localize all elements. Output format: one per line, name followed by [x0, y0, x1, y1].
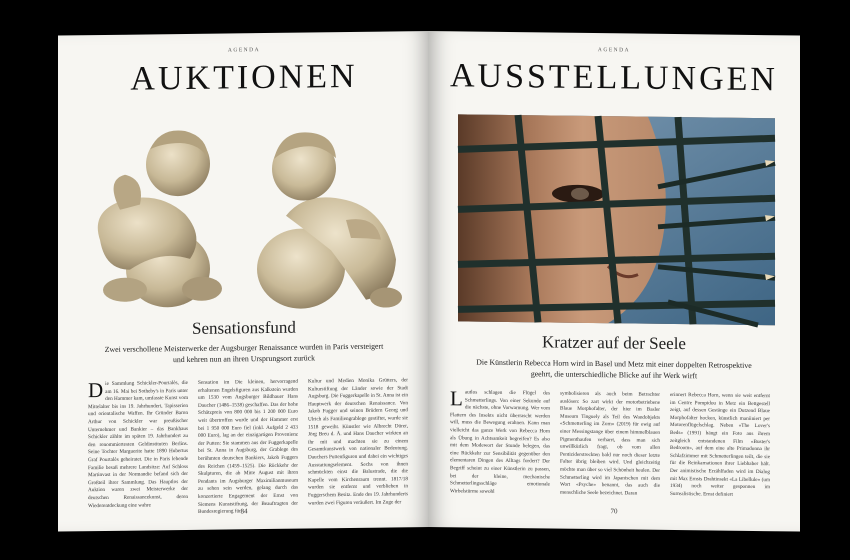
left-column-1-text: ie Sammlung Schickler-Pourtalès, die am 16. Mai bei Sotheby's in Paris unter den Hammer kam, umfasste Kunst vom Mittelalter bis ins 19. Jahrhundert, Tapisserien und orientalische Waffen. Ihr Gründer Baron Arthur von Schickler war preußischer Unternehmer und Bankier – das Bankhaus Schickler zählte im späten 19. Jahrhundert zu den renommiertesten Geldinstituten Berlins. Seine Tochter Marguerite hatte 1890 Hubertus Graf Pourtalès geheiratet. Die in Paris lebende Familie besaß mehrere Landsitze: Auf Schloss Martinvast in der Normandie befand sich der Großteil ihrer Sammlung. Das Hauptlos der Auktion waren zwei Meisterwerke der deutschen Renaissancekunst, deren Wiederentdeckung eine wahre	[88, 379, 188, 509]
cherub-sculpture-right	[246, 119, 406, 316]
cherub-sculpture-left	[90, 118, 235, 315]
right-headline: AUSSTELLUNGEN	[450, 57, 778, 99]
right-column-2: symbolisieren als auch beim Betrachter auslösen: So zart wirkt der motorbetriebene Blaue Morphofalter, der hier im Basler Museum Tinguely als Teil des Wandobjekts «Schmetterling im Zorn» (2019) für ewig auf einer Messingstange über einem himmelblauen Pigmenthaufen verharrt, dass man sich unwillkürlich fragt, ob vom allen Pentiziderstreckten bald nur noch dieser letzte Falter übrig bleiben wird. Und gleichzeitig möchte man über so viel Schönheit heulen. Der Schmetterling wird im Japanischen mit dem Wort «Psyche» benannt, das auch die menschliche Seele bezeichnet. Daran	[560, 390, 660, 497]
pencil-mask-photo-image	[458, 114, 775, 325]
right-deck: Die Künstlerin Rebecca Horn wird in Basel und Metz mit einer doppelten Retrospektive geehrt, die unterschiedliche Blicke auf ihr Werk wirft	[476, 357, 752, 381]
magazine-spread	[58, 31, 800, 527]
right-dropcap: L	[450, 386, 463, 411]
right-body-columns	[450, 386, 770, 521]
left-subhead: Sensationsfund	[192, 317, 296, 338]
right-subhead: Kratzer auf der Seele	[542, 332, 686, 354]
rebecca-horn-photo	[458, 114, 775, 325]
right-column-3: erinnert Rebecca Horn, wenn sie weit entfernt im Centre Pompidou in Metz ein Bettgestell zeigt, auf dessen Gestänge ein Dutzend Blaue Morphofalter hocken, künstlich maniiniert per Motorenflügelschlag. Neben «The Lover's Beds» (1991) hängt ein Foto aus ihrem zeitgleich entstandenen Film «Buster's Bedroom», auf dem eine alte Primadonna ihr Schlafzimmer mit Schmetterlingen teilt, die sie für die Reinkarnationen ihrer Liebhaber hält. Der animistische Erzählfaden wird im Dialog mit Max Ernsts Drahtinsekt «La Libellule» (um 1934) noch weiter gesponnen im Surrealistische. Ernst definiert	[670, 391, 770, 498]
right-kicker: AGENDA	[597, 47, 631, 54]
left-column-3: Kultur und Medien Monika Grütters, der Kulturstiftung der Länder sowie der Stadt Augsburg. Die Fuggerkapelle in St. Anna ist ein Hauptwerk der deutschen Renaissance. Von Jakob Fugger und seinen Brüdern Georg und Ulrich als Familiengrablege gestiftet, wurde sie 1518 geweiht. Künstler wie Albrecht Dürer, Jörg Breu d. Ä. und Hans Daucher wirkten an ihr mit und machten sie zu einem Gesamtkunstwerk von nationaler Bedeutung. Dauchers Puttenfiguren und dabei ein wichtiges Ausstattungselement. Sechs von ihnen schmückten einst die Balustrade, die die Kapelle vom Kirchenraum trennt. 1817/18 wurden sie entfernt und verblieben in Fuggerschem Besitz. Ende des 19. Jahrhunderts wurden zwei Figuren veräußert. Im Zuge der	[308, 377, 408, 506]
left-column-1	[88, 377, 188, 509]
left-page-number: 84	[240, 507, 248, 516]
right-column-1-text: autlos schlagen die Flügel des Schmetterlings. Von einer Sekunde auf die nächste, ohne Vorwarnung. Wer vom Flattern des Insekts nicht überrascht werden will, muss die Bewegung erahnen. Kann man vielleicht das ganze Werk von Rebecca Horn als Übung in Achtsamkeit begreifen? Es also mit dem Modewort der Stunde belegen, das eine Rückkehr zur Sensibilität gegenüber den elementaren Dingen des Alltags fordert? Der Begriff scheint zu einer Künstlerin zu passen, bei der kleine, mechanische Schmetterlingsschläge emotionale Wirbelstürme sowohl	[450, 389, 550, 495]
left-kicker: AGENDA	[227, 47, 261, 54]
right-column-1	[450, 386, 550, 518]
left-column-2: Sensation im Die kleinen, hervorragend erhaltenen Engelsfiguren aus Kalkstein wurden um 1530 vom Augsburger Bildhauer Hans Daucher (1486–1538) geschaffen. Das der hohe Schätzpreis von 800 000 bis 1 200 000 Euro weit übertroffen wurde und der Hammer erst bei 1 950 000 Euro fiel (inkl. Aufgeld 2 433 000 Euro), lag an der einzigartigen Provenienz der Putten: Sie stammen aus der Fuggerkapelle bei St. Anna in Augsburg, der Grablege des berühmten deutschen Bankiers, Jakob Fuggers des Reichen (1459–1525). Die Rückkehr der Skulpturen, die ab Mitte August mit ihren Pendants im Augsburger Maximilianmuseum zu sehen sein werden, gelang durch das konzertierte Engagement der Ernst von Siemens Kunststiftung, der Beauftragten der Bundesregierung für	[198, 378, 298, 515]
left-dropcap: D	[88, 377, 104, 403]
right-page-number: 70	[610, 507, 618, 516]
right-page	[428, 31, 800, 532]
left-page	[58, 31, 430, 532]
left-headline: AUKTIONEN	[130, 57, 358, 98]
left-deck: Zwei verschollene Meisterwerke der Augsburger Renaissance wurden in Paris versteigert und kehren nun an ihren Ursprungsort zurück	[104, 341, 384, 365]
